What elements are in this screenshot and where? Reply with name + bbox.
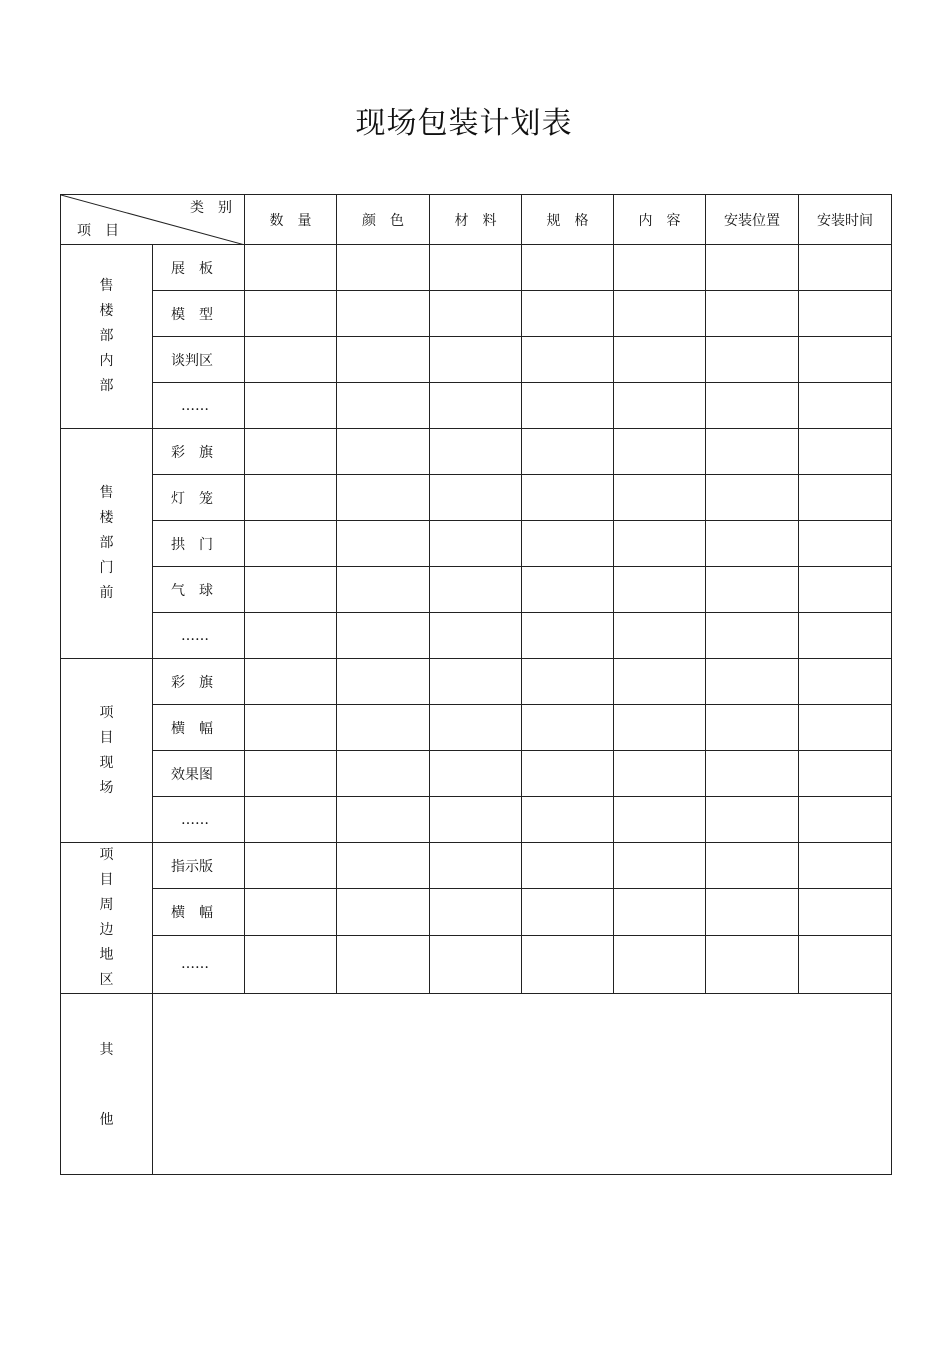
blank-entry-cell[interactable] <box>799 567 892 613</box>
blank-entry-cell[interactable] <box>799 935 892 993</box>
group-label-cell <box>61 659 153 843</box>
blank-entry-cell[interactable] <box>522 475 614 521</box>
item-label: …… <box>153 383 245 429</box>
other-notes-cell[interactable] <box>153 994 892 1175</box>
blank-entry-cell[interactable] <box>522 429 614 475</box>
table-row <box>61 613 892 659</box>
blank-entry-cell[interactable] <box>799 705 892 751</box>
blank-entry-cell[interactable] <box>522 383 614 429</box>
blank-entry-cell[interactable] <box>614 337 706 383</box>
other-label-cell <box>61 994 153 1175</box>
group-label-char: 边 <box>99 922 114 938</box>
item-label: 气 球 <box>153 567 245 613</box>
blank-entry-cell[interactable] <box>337 797 430 843</box>
blank-entry-cell[interactable] <box>706 521 799 567</box>
blank-entry-cell[interactable] <box>522 613 614 659</box>
blank-entry-cell[interactable] <box>245 567 337 613</box>
blank-entry-cell[interactable] <box>245 797 337 843</box>
blank-entry-cell[interactable] <box>245 935 337 993</box>
item-label: 指示版 <box>153 843 245 889</box>
blank-entry-cell[interactable] <box>799 475 892 521</box>
blank-entry-cell[interactable] <box>799 245 892 291</box>
blank-entry-cell[interactable] <box>245 245 337 291</box>
item-label: 谈判区 <box>153 337 245 383</box>
item-label: …… <box>153 613 245 659</box>
item-label: 模 型 <box>153 291 245 337</box>
column-header: 颜 色 <box>337 195 430 245</box>
blank-entry-cell[interactable] <box>522 245 614 291</box>
blank-entry-cell[interactable] <box>430 797 522 843</box>
table-row <box>61 935 892 993</box>
blank-entry-cell[interactable] <box>337 383 430 429</box>
blank-entry-cell[interactable] <box>337 475 430 521</box>
blank-entry-cell[interactable] <box>430 521 522 567</box>
table-row <box>61 429 892 475</box>
column-header: 安装时间 <box>799 195 892 245</box>
group-label-char: 楼 <box>99 303 114 319</box>
blank-entry-cell[interactable] <box>614 383 706 429</box>
blank-entry-cell[interactable] <box>706 383 799 429</box>
blank-entry-cell[interactable] <box>799 337 892 383</box>
header-row <box>61 195 892 245</box>
item-label: 横 幅 <box>153 889 245 935</box>
item-label: 横 幅 <box>153 705 245 751</box>
blank-entry-cell[interactable] <box>799 429 892 475</box>
blank-entry-cell[interactable] <box>706 429 799 475</box>
group-label-char: 内 <box>99 353 114 369</box>
packaging-plan-table <box>60 194 892 1175</box>
blank-entry-cell[interactable] <box>522 843 614 889</box>
group-label-cell <box>61 245 153 429</box>
table-row <box>61 475 892 521</box>
blank-entry-cell[interactable] <box>337 429 430 475</box>
group-label-char: 前 <box>99 585 114 601</box>
blank-entry-cell[interactable] <box>522 521 614 567</box>
blank-entry-cell[interactable] <box>614 889 706 935</box>
blank-entry-cell[interactable] <box>245 613 337 659</box>
table-row <box>61 245 892 291</box>
column-header: 材 料 <box>430 195 522 245</box>
group-label-char: 区 <box>99 972 114 988</box>
blank-entry-cell[interactable] <box>337 337 430 383</box>
blank-entry-cell[interactable] <box>430 383 522 429</box>
blank-entry-cell[interactable] <box>614 843 706 889</box>
blank-entry-cell[interactable] <box>430 889 522 935</box>
blank-entry-cell[interactable] <box>706 889 799 935</box>
group-label-char: 地 <box>99 947 114 963</box>
blank-entry-cell[interactable] <box>430 659 522 705</box>
group-label-char: 现 <box>99 754 114 771</box>
blank-entry-cell[interactable] <box>799 613 892 659</box>
blank-entry-cell[interactable] <box>430 291 522 337</box>
blank-entry-cell[interactable] <box>614 613 706 659</box>
item-label: 彩 旗 <box>153 659 245 705</box>
blank-entry-cell[interactable] <box>522 889 614 935</box>
blank-entry-cell[interactable] <box>614 291 706 337</box>
blank-entry-cell[interactable] <box>245 429 337 475</box>
table-row <box>61 659 892 705</box>
blank-entry-cell[interactable] <box>614 245 706 291</box>
diagonal-header-cell <box>61 195 245 245</box>
blank-entry-cell[interactable] <box>614 935 706 993</box>
group-label-char: 周 <box>99 897 114 913</box>
group-label-char: 场 <box>99 779 114 796</box>
blank-entry-cell[interactable] <box>245 383 337 429</box>
blank-entry-cell[interactable] <box>245 751 337 797</box>
blank-entry-cell[interactable] <box>706 337 799 383</box>
blank-entry-cell[interactable] <box>799 383 892 429</box>
item-label: 灯 笼 <box>153 475 245 521</box>
blank-entry-cell[interactable] <box>522 935 614 993</box>
group-label-char: 门 <box>99 560 114 576</box>
blank-entry-cell[interactable] <box>522 659 614 705</box>
item-label: 展 板 <box>153 245 245 291</box>
blank-entry-cell[interactable] <box>337 245 430 291</box>
group-label-cell <box>61 843 153 994</box>
blank-entry-cell[interactable] <box>430 245 522 291</box>
group-label-char: 售 <box>99 485 114 501</box>
blank-entry-cell[interactable] <box>430 429 522 475</box>
blank-entry-cell[interactable] <box>337 751 430 797</box>
blank-entry-cell[interactable] <box>799 659 892 705</box>
table-row <box>61 567 892 613</box>
table-row <box>61 705 892 751</box>
item-label: 彩 旗 <box>153 429 245 475</box>
blank-entry-cell[interactable] <box>706 245 799 291</box>
blank-entry-cell[interactable] <box>799 889 892 935</box>
blank-entry-cell[interactable] <box>337 889 430 935</box>
blank-entry-cell[interactable] <box>614 797 706 843</box>
group-label-cell <box>61 429 153 659</box>
blank-entry-cell[interactable] <box>706 705 799 751</box>
group-label-char: 项 <box>99 847 114 863</box>
blank-entry-cell[interactable] <box>337 521 430 567</box>
blank-entry-cell[interactable] <box>614 751 706 797</box>
blank-entry-cell[interactable] <box>337 935 430 993</box>
blank-entry-cell[interactable] <box>706 659 799 705</box>
project-label: 项 目 <box>77 223 119 239</box>
blank-entry-cell[interactable] <box>799 291 892 337</box>
blank-entry-cell[interactable] <box>245 475 337 521</box>
group-label-char: 部 <box>99 535 114 551</box>
blank-entry-cell[interactable] <box>706 291 799 337</box>
blank-entry-cell[interactable] <box>430 567 522 613</box>
table-row <box>61 889 892 935</box>
page-title: 现场包装计划表 <box>355 106 573 141</box>
blank-entry-cell[interactable] <box>245 337 337 383</box>
blank-entry-cell[interactable] <box>706 567 799 613</box>
blank-entry-cell[interactable] <box>430 337 522 383</box>
table-row <box>61 521 892 567</box>
blank-entry-cell[interactable] <box>706 797 799 843</box>
blank-entry-cell[interactable] <box>522 751 614 797</box>
blank-entry-cell[interactable] <box>430 843 522 889</box>
blank-entry-cell[interactable] <box>614 429 706 475</box>
blank-entry-cell[interactable] <box>706 843 799 889</box>
other-row <box>61 994 892 1175</box>
blank-entry-cell[interactable] <box>799 843 892 889</box>
blank-entry-cell[interactable] <box>706 613 799 659</box>
table-row <box>61 383 892 429</box>
blank-entry-cell[interactable] <box>706 751 799 797</box>
blank-entry-cell[interactable] <box>337 705 430 751</box>
blank-entry-cell[interactable] <box>614 567 706 613</box>
blank-entry-cell[interactable] <box>706 475 799 521</box>
group-label-char: 楼 <box>99 510 114 526</box>
blank-entry-cell[interactable] <box>337 291 430 337</box>
blank-entry-cell[interactable] <box>430 705 522 751</box>
group-label-char: 部 <box>99 378 114 394</box>
blank-entry-cell[interactable] <box>245 521 337 567</box>
blank-entry-cell[interactable] <box>245 843 337 889</box>
table-row <box>61 797 892 843</box>
blank-entry-cell[interactable] <box>799 797 892 843</box>
blank-entry-cell[interactable] <box>430 613 522 659</box>
blank-entry-cell[interactable] <box>337 567 430 613</box>
table-row <box>61 291 892 337</box>
item-label: …… <box>153 797 245 843</box>
blank-entry-cell[interactable] <box>614 475 706 521</box>
category-label: 类 别 <box>190 200 232 216</box>
blank-entry-cell[interactable] <box>245 291 337 337</box>
blank-entry-cell[interactable] <box>706 935 799 993</box>
table-row <box>61 843 892 889</box>
column-header: 数 量 <box>245 195 337 245</box>
blank-entry-cell[interactable] <box>430 935 522 993</box>
blank-entry-cell[interactable] <box>245 705 337 751</box>
blank-entry-cell[interactable] <box>522 337 614 383</box>
blank-entry-cell[interactable] <box>522 705 614 751</box>
group-label-char: 目 <box>99 872 114 888</box>
group-label-char: 部 <box>99 328 114 344</box>
blank-entry-cell[interactable] <box>614 659 706 705</box>
column-header: 安装位置 <box>706 195 799 245</box>
item-label: …… <box>153 935 245 993</box>
blank-entry-cell[interactable] <box>614 521 706 567</box>
other-label-char: 其 <box>99 1042 114 1058</box>
blank-entry-cell[interactable] <box>245 889 337 935</box>
item-label: 拱 门 <box>153 521 245 567</box>
table-row <box>61 337 892 383</box>
blank-entry-cell[interactable] <box>245 659 337 705</box>
blank-entry-cell[interactable] <box>522 291 614 337</box>
blank-entry-cell[interactable] <box>522 567 614 613</box>
blank-entry-cell[interactable] <box>337 843 430 889</box>
blank-entry-cell[interactable] <box>799 521 892 567</box>
blank-entry-cell[interactable] <box>337 659 430 705</box>
column-header: 内 容 <box>614 195 706 245</box>
blank-entry-cell[interactable] <box>522 797 614 843</box>
other-label-char: 他 <box>99 1112 114 1128</box>
blank-entry-cell[interactable] <box>430 475 522 521</box>
group-label-char: 目 <box>99 729 114 746</box>
group-label-char: 项 <box>99 704 114 721</box>
blank-entry-cell[interactable] <box>799 751 892 797</box>
blank-entry-cell[interactable] <box>614 705 706 751</box>
item-label: 效果图 <box>153 751 245 797</box>
blank-entry-cell[interactable] <box>430 751 522 797</box>
table-row <box>61 751 892 797</box>
group-label-char: 售 <box>99 278 114 294</box>
blank-entry-cell[interactable] <box>337 613 430 659</box>
column-header: 规 格 <box>522 195 614 245</box>
